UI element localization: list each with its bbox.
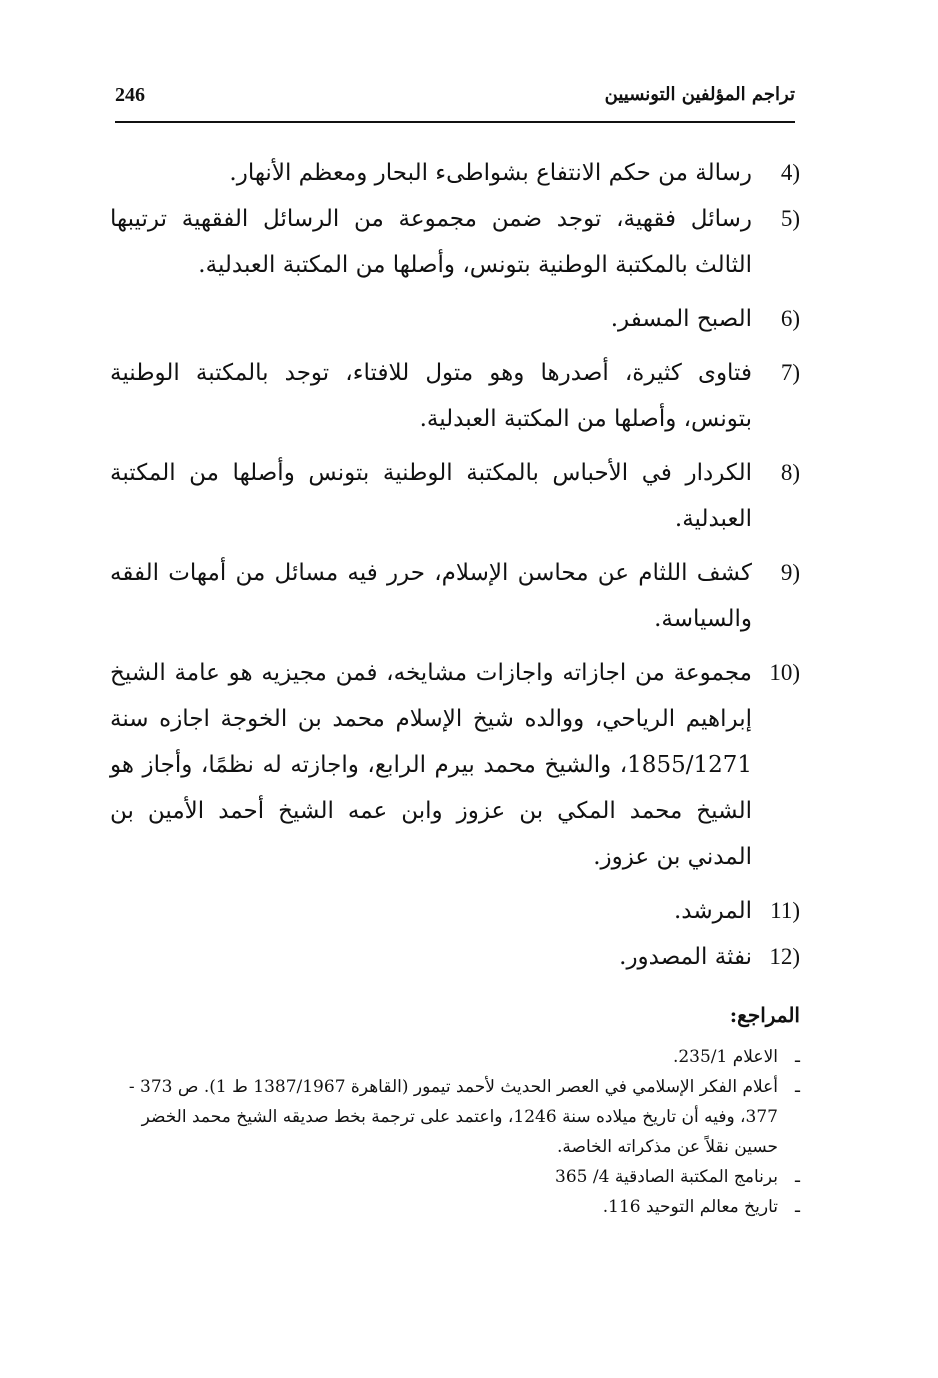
item-number: (8 <box>780 460 800 485</box>
list-item <box>110 550 800 642</box>
list-item <box>110 934 800 980</box>
page-header <box>115 80 795 118</box>
reference-text: أعلام الفكر الإسلامي في العصر الحديث لأحمد تيمور (القاهرة 1387/1967 ط 1). ص 373 - 377، وفيه أن تاريخ ميلاده سنة 1246، واعتمد على ترجمة بخط صديقه الشيخ محمد الخضر حسين نقلاً عن مذكراته الخاصة. <box>128 1077 778 1157</box>
item-number: (6 <box>780 306 800 331</box>
item-text: الصبح المسفر. <box>610 306 752 332</box>
list-item <box>110 650 800 880</box>
list-item <box>110 350 800 442</box>
item-text: رسالة من حكم الانتفاع بشواطىء البحار ومعظم الأنهار. <box>229 160 752 186</box>
item-text: فتاوى كثيرة، أصدرها وهو متول للافتاء، توجد بالمكتبة الوطنية بتونس، وأصلها من المكتبة العبدلية. <box>110 360 752 432</box>
reference-entry <box>110 1072 800 1162</box>
item-text: مجموعة من اجازاته واجازات مشايخه، فمن مجيزيه هو عامة الشيخ إبراهيم الرياحي، ووالده شيخ الإسلام محمد بن الخوجة اجازه سنة 1855/1271، والشيخ محمد بيرم الرابع، واجازته له نظمًا، وأجاز هو الشيخ محمد المكي بن عزوز وابن عمه الشيخ أحمد الأمين بن المدني بن عزوز. <box>110 660 752 870</box>
item-number: (9 <box>780 560 800 585</box>
works-list <box>110 150 800 980</box>
item-text: كشف اللثام عن محاسن الإسلام، حرر فيه مسائل من أمهات الفقه والسياسة. <box>110 560 752 632</box>
spacer <box>110 880 800 888</box>
list-item <box>110 888 800 934</box>
reference-dash: ـ <box>795 1167 800 1187</box>
reference-entry <box>110 1162 800 1192</box>
list-item <box>110 196 800 288</box>
item-number: (5 <box>780 206 800 231</box>
reference-text: تاريخ معالم التوحيد 116. <box>602 1197 778 1217</box>
reference-text: الاعلام 235/1. <box>672 1047 778 1067</box>
list-item <box>110 150 800 196</box>
reference-text: برنامج المكتبة الصادقية 4/ 365 <box>555 1167 778 1187</box>
page-number: 246 <box>115 84 145 106</box>
item-number: (7 <box>780 360 800 385</box>
item-text: رسائل فقهية، توجد ضمن مجموعة من الرسائل الفقهية ترتيبها الثالث بالمكتبة الوطنية بتونس، وأصلها من المكتبة العبدلية. <box>110 206 752 278</box>
references-heading: المراجع: <box>729 1003 800 1027</box>
spacer <box>110 288 800 296</box>
item-text: الكردار في الأحباس بالمكتبة الوطنية بتونس وأصلها من المكتبة العبدلية. <box>110 460 752 532</box>
reference-dash: ـ <box>795 1077 800 1097</box>
item-number: (4 <box>780 160 800 185</box>
reference-entry <box>110 1192 800 1222</box>
item-number: (11 <box>770 898 800 923</box>
item-text: المرشد. <box>673 898 752 924</box>
item-text: نفثة المصدور. <box>619 944 752 970</box>
item-number: (10 <box>769 660 800 685</box>
list-item <box>110 450 800 542</box>
references-section <box>110 1000 800 1222</box>
item-number: (12 <box>769 944 800 969</box>
header-rule <box>115 121 795 123</box>
spacer <box>110 542 800 550</box>
reference-dash: ـ <box>795 1047 800 1067</box>
spacer <box>110 342 800 350</box>
running-title: تراجم المؤلفين التونسيين <box>604 84 795 105</box>
reference-entry <box>110 1042 800 1072</box>
reference-dash: ـ <box>795 1197 800 1217</box>
spacer <box>110 642 800 650</box>
list-item <box>110 296 800 342</box>
spacer <box>110 442 800 450</box>
